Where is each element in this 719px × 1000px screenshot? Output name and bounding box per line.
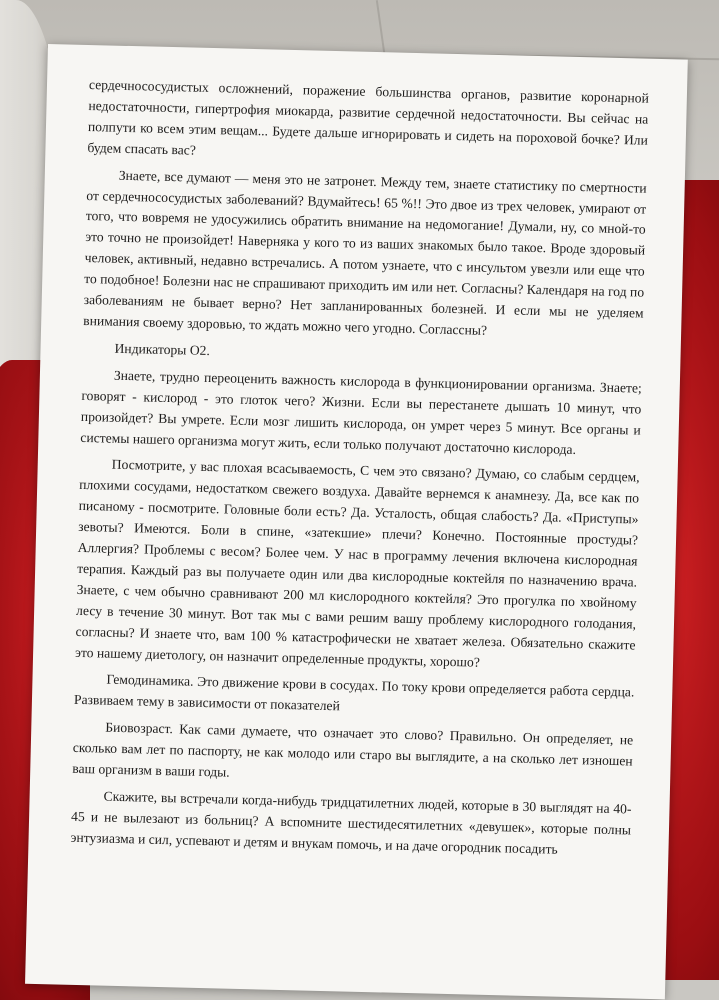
section-heading: Индикаторы О2. [114, 340, 211, 358]
paragraph: Знаете, все думают — меня это не затронет. Между тем, знаете статистику по смертности от сердечнососудистых заболеваний? Вдумайтесь! 65 %!! Это двое из трех человек, умирают от того, что вовремя не удосужились обратить внимание на недомогание! Думали, ну, со мной-то это точно не произойдет! Наверняка у кого то из ваших знакомых было такое. Вроде здоровый человек, активный, недавно встречались. А потом узнаете, что с инсультом увезли или еще что то подобное! Болезни нас не спрашивают приходить им или нет. Согласны? Календаря на год по заболеваниям не бывает верно? Нет запланированных болезней. И если мы не уделяем внимания своему здоровью, то ждать можно чего угодно. Соглассны? [83, 167, 647, 338]
paragraph: Биовозраст. Как сами думаете, что означает это слово? Правильно. Он определяет, не сколько вам лет по паспорту, не как молодо или старо вы выглядите, а на сколько лет изношен ваш организм в ваши годы. [72, 719, 634, 780]
paragraph: Скажите, вы встречали когда-нибудь тридцатилетних людей, которые в 30 выглядят на 40-45 и не вылезают из больниц? А вспомните шестидесятилетних «девушек», которые полны энтузиазма и сил, успевают и детям и внукам помочь, и на даче огородник посадить [70, 788, 632, 857]
paragraph: Гемодинамика. Это движение крови в сосудах. По току крови определяется работа сердца. Развиваем тему в зависимости от показателей [73, 672, 635, 714]
document-body [70, 75, 649, 862]
paragraph: сердечнососудистых осложнений, поражение большинства органов, развитие коронарной недостаточности, гипертрофия миокарда, развитие сердечной недостаточности. Вы сейчас на полпути ко всем этим вещам... Будете дальше игнорировать и сидеть на пороховой бочке? Или будем спасать вас? [87, 77, 650, 158]
paragraph: Знаете, трудно переоценить важность кислорода в функционировании организма. Знаете; говорят - кислород - это глоток чего? Жизни. Если вы перестанете дышать 10 минут, что произойдет? Вы умрете. Если мозг лишить кислорода, он умрет через 5 минут. Все органы и системы нашего организма могут жить, если только получают достаточно кислорода. [80, 367, 642, 457]
document-sheet [25, 44, 688, 999]
paragraph: Посмотрите, у вас плохая всасываемость, С чем это связано? Думаю, со слабым сердцем, плохими сосудами, недостатком свежего воздуха. Давайте вернемся к анамнезу. Да, все как по писаному - посмотрите. Головные боли есть? Да. Усталость, общая слабость? Да. «Приступы» зевоты? Имеются. Боли в спине, «затекшие» плечи? Конечно. Постоянные простуды? Аллергия? Проблемы с весом? Более чем. У нас в программу лечения включена кислородная терапия. Каждый раз вы получаете один или два кислородные коктейля по назначению врача. Знаете, с чем обычно сравнивают 200 мл кислородного коктейля? Это прогулка по хвойному лесу в течение 30 минут. Вот так мы с вами решим вашу проблему кислородного голодания, согласны? И знаете что, вам 100 % катастрофически не хватает железа. Обязательно скажите это нашему диетологу, он назначит определенные продукты, хорошо? [74, 457, 640, 670]
